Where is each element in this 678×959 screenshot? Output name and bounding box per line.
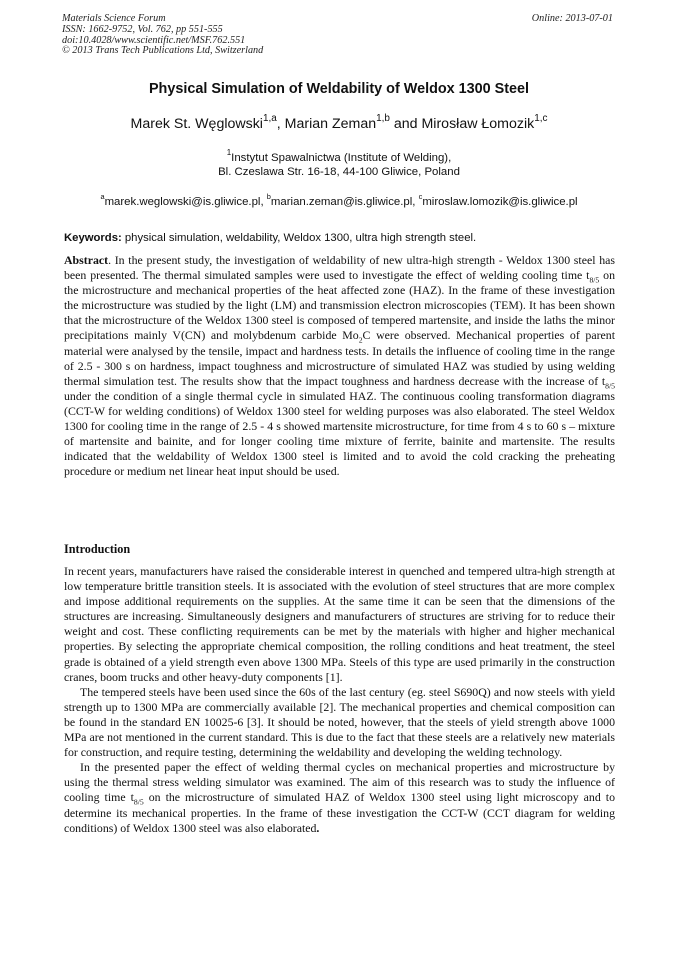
email-link[interactable]: miroslaw.lomozik@is.gliwice.pl <box>422 196 578 208</box>
author-separator: , <box>276 116 285 132</box>
email-mark: a <box>100 192 105 202</box>
keywords-label: Keywords: <box>64 232 122 244</box>
journal-name: Materials Science Forum <box>62 13 166 24</box>
journal-issn: ISSN: 1662-9752, Vol. 762, pp 551-555 <box>62 23 223 35</box>
author-name: Marek St. Węglowski <box>130 116 263 132</box>
affiliation <box>0 148 678 180</box>
author-name: Marian Zeman <box>284 116 377 132</box>
intro-paragraph-1: In recent years, manufacturers have raised the considerable interest in quenched and tempered ultra-high strength at low temperature brittle transition steels. It is associated with the evolution of steel structures that are more complex and impose additional requirements on the supplies. At the same time it can be seen that the dimensions of the structures are increasing. Simultaneously designers and manufacturers of structures are striving for to reduce their weight and cost. These conflicting requirements can be met by the materials with higher and higher mechanical properties. By selecting the appropriate chemical composition, the rolling conditions and heat treatment, the steel grade is obtained of a yield strength even above 1300 MPa. Steels of this type are used primarily in the construction cranes, boom trucks and other heavy-duty components [1]. <box>64 564 615 684</box>
intro-paragraph-3: In the presented paper the effect of welding thermal cycles on mechanical properties and microstructure by using the thermal stress welding simulator was examined. The aim of this research was to study the influence of cooling time $t_{8/5}$ on the microstructure of simulated HAZ of Weldox 1300 steel using light microscopy and to determine its mechanical properties. In the frame of these investigation the CCT-W (CCT diagram for welding conditions) of Weldox 1300 steel was also elaborated. <box>64 760 615 835</box>
affiliation-line-2: Bl. Czeslawa Str. 16-18, 44-100 Gliwice, Poland <box>218 166 460 179</box>
journal-copyright: © 2013 Trans Tech Publications Ltd, Switzerland <box>62 45 264 57</box>
author-affiliation-mark: 1,b <box>376 113 390 125</box>
online-date: Online: 2013-07-01 <box>531 13 613 24</box>
email-link[interactable]: marian.zeman@is.gliwice.pl <box>270 196 413 208</box>
author-affiliation-mark: 1,c <box>534 113 548 125</box>
section-heading-introduction: Introduction <box>64 542 131 556</box>
keywords <box>64 232 616 244</box>
email-mark: c <box>418 192 423 202</box>
keywords-text: physical simulation, weldability, Weldox 1300, ultra high strength steel. <box>121 232 477 244</box>
author-list <box>0 113 678 132</box>
email-link[interactable]: marek.weglowski@is.gliwice.pl <box>104 196 261 208</box>
author-emails: $^a$marek.weglowski@is.gliwice.pl, $^b$marian.zeman@is.gliwice.pl, $^c$miroslaw.lomozik@is.gliwice.pl <box>100 192 578 208</box>
abstract-label: Abstract <box>64 253 109 267</box>
author-separator: and <box>389 116 422 132</box>
journal-doi: doi:10.4028/www.scientific.net/MSF.762.551 <box>62 34 246 46</box>
email-mark: b <box>266 192 271 202</box>
introduction-body <box>64 564 615 836</box>
abstract: Abstract. In the present study, the investigation of weldability of new ultra-high strength - Weldox 1300 steel has been presented. The thermal simulated samples were used to investigate the effect of welding cooling time $t_{8/5}$ on the microstructure and mechanical properties of the heat affected zone (HAZ). In the frame of these investigation the microstructure was studied by the light (LM) and transmission electron microscopies (TEM). It has been shown that the microstructure of the Weldox 1300 steel is composed of tempered martensite, and inside the laths the minor precipitations mainly V(CN) and molybdenum carbide $Mo_2C$ were observed. Mechanical properties of parent material were analysed by the tensile, impact and hardness tests. In details the influence of cooling time in the range of 2.5 - 300 s on hardness, impact toughness and microstructure of simulated HAZ was studied by using welding thermal simulation test. The results show that the impact toughness and hardness decrease with the increase of $t_{8/5}$ under the condition of a single thermal cycle in simulated HAZ. The continuous cooling transformation diagrams (CCT-W for welding conditions) of Weldox 1300 steel for welding purposes was also elaborated. The steel Weldox 1300 for cooling time in the range of 2.5 - 4 s showed martensite microstructure, for time from 4 s to 60 s – mixture of martensite and bainite, and for longer cooling time mixture of ferrite, bainite and martensite. The results indicated that the weldability of Weldox 1300 steel is limited and to avoid the cold cracking the preheating procedure or medium net linear heat input should be used. <box>64 253 615 479</box>
journal-header <box>62 14 263 57</box>
author-affiliation-mark: 1,a <box>262 113 277 125</box>
affiliation-line-1: $^1$Instytut Spawalnictwa (Institute of Welding), <box>226 148 452 164</box>
author-name: Mirosław Łomozik <box>421 116 535 132</box>
intro-paragraph-2: The tempered steels have been used since the 60s of the last century (eg. steel S690Q) and now steels with yield strength up to 1300 MPa are commercially available [2]. The mechanical properties and chemical composition can be found in the standard EN 10025-6 [3]. It should be noted, however, that the steels of yield strength above 1000 MPa are not mentioned in the current standard. This is due to the fact that these steels are a relatively new materials for construction, and require testing, determining the weldability and developing the welding technology. <box>64 684 615 760</box>
affiliation-mark: 1 <box>226 148 232 158</box>
paper-title: Physical Simulation of Weldability of Weldox 1300 Steel <box>148 81 530 97</box>
